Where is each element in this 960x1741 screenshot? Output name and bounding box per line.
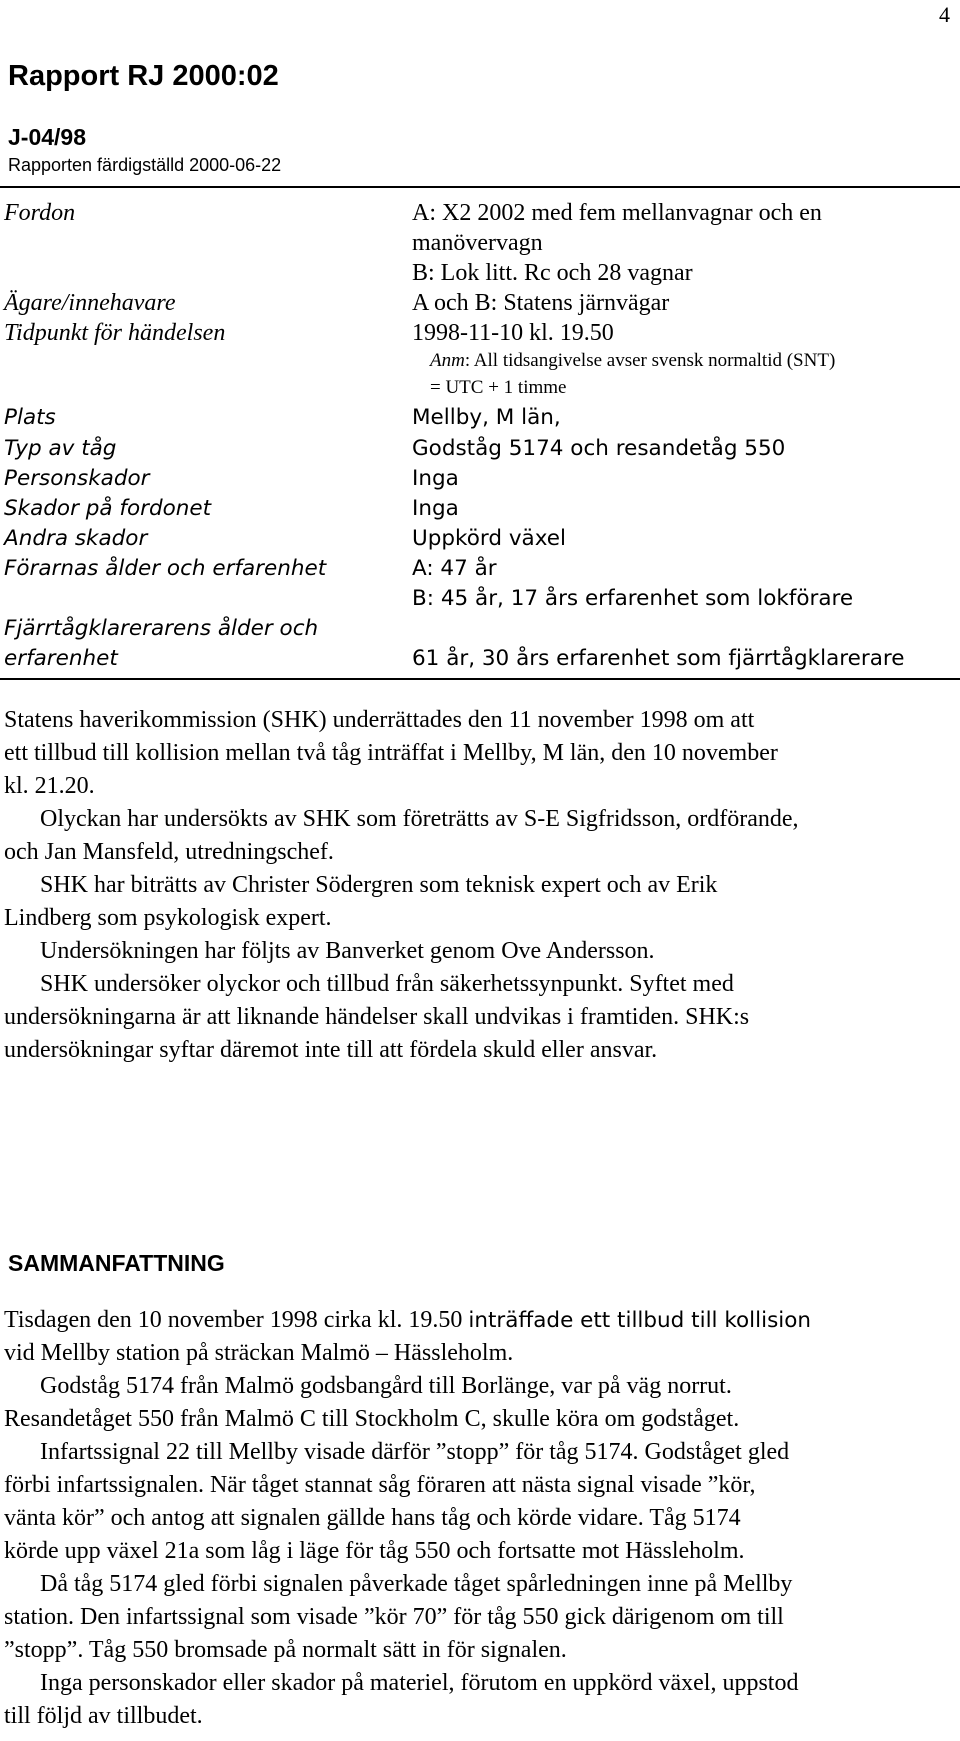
page-number: 4 [939, 2, 950, 27]
summary-paragraph-5 [4, 1667, 956, 1733]
fact-label-personskador: Personskador [4, 466, 150, 491]
fact-value-fordon-2: manövervagn [412, 230, 543, 256]
fact-label-agare: Ägare/innehavare [4, 290, 176, 316]
text-line: vänta kör” och antog att signalen gällde hans tåg och körde vidare. Tåg 5174 [4, 1505, 741, 1531]
text-line: undersökningar syftar däremot inte till att fördela skuld eller ansvar. [4, 1037, 658, 1063]
case-id: J-04/98 [8, 124, 87, 150]
text-line: kl. 21.20. [4, 773, 95, 799]
text-line: undersökningarna är att liknande händelser skall undvikas i framtiden. SHK:s [4, 1004, 750, 1030]
text-line [4, 1304, 956, 1337]
fact-value-forare-2: B: 45 år, 17 års erfarenhet som lokförare [412, 586, 854, 611]
text-line: station. Den infartssignal som visade ”kör 70” för tåg 550 gick därigenom om till [4, 1604, 784, 1630]
text-line: och Jan Mansfeld, utredningschef. [4, 839, 334, 865]
header-divider [0, 186, 960, 188]
fact-label-fjarr-1: Fjärrtågklarerarens ålder och [4, 616, 319, 641]
intro-paragraph-4 [4, 935, 956, 968]
fact-label-tidpunkt: Tidpunkt för händelsen [4, 320, 226, 346]
text-line: förbi infartssignalen. När tåget stannat såg föraren att nästa signal visade ”kör, [4, 1472, 756, 1498]
text-line: SHK undersöker olyckor och tillbud från säkerhetssynpunkt. Syftet med [40, 971, 734, 997]
text-line: ”stopp”. Tåg 550 bromsade på normalt sätt in för signalen. [4, 1637, 567, 1663]
note-prefix: Anm [430, 350, 465, 371]
intro-paragraph-3 [4, 869, 956, 935]
time-note-line-1 [430, 350, 835, 372]
fact-label-fordonskador: Skador på fordonet [4, 496, 212, 521]
text-line: körde upp växel 21a som låg i läge för tåg 550 och fortsatte mot Hässleholm. [4, 1538, 745, 1564]
fact-label-andra: Andra skador [4, 526, 148, 551]
text-line: SHK har biträtts av Christer Södergren som teknisk expert och av Erik [40, 872, 718, 898]
fact-label-typ: Typ av tåg [4, 436, 117, 461]
fact-value-fordon-3: B: Lok litt. Rc och 28 vagnar [412, 260, 693, 286]
summary-heading: SAMMANFATTNING [8, 1250, 225, 1276]
text-line: Godståg 5174 från Malmö godsbangård till Borlänge, var på väg norrut. [40, 1373, 732, 1399]
fact-value-fordonskador: Inga [412, 496, 459, 521]
text-line: ett tillbud till kollision mellan två tåg inträffat i Mellby, M län, den 10 november [4, 740, 778, 766]
report-title: Rapport RJ 2000:02 [8, 60, 279, 92]
note-text-1: : All tidsangivelse avser svensk normaltid (SNT) [464, 350, 836, 371]
intro-paragraph-5 [4, 968, 956, 1067]
text-line: Resandetåget 550 från Malmö C till Stockholm C, skulle köra om godståget. [4, 1406, 740, 1432]
summary-paragraph-1 [4, 1304, 956, 1370]
fact-value-tidpunkt: 1998-11-10 kl. 19.50 [412, 320, 614, 346]
time-note-line-2: = UTC + 1 timme [430, 377, 567, 398]
summary-date-text: Tisdagen den 10 november 1998 cirka kl. 19.50 [4, 1307, 469, 1333]
fact-value-personskador: Inga [412, 466, 459, 491]
fact-value-plats: Mellby, M län, [412, 405, 561, 430]
text-line: Infartssignal 22 till Mellby visade därför ”stopp” för tåg 5174. Godståget gled [40, 1439, 790, 1465]
text-line: vid Mellby station på sträckan Malmö – Hässleholm. [4, 1340, 514, 1366]
intro-paragraph-1 [4, 704, 956, 803]
fact-label-fjarr-2: erfarenhet [4, 646, 118, 671]
summary-paragraph-2 [4, 1370, 956, 1436]
fact-value-andra: Uppkörd växel [412, 526, 566, 551]
text-line: Lindberg som psykologisk expert. [4, 905, 332, 931]
fact-value-typ: Godståg 5174 och resandetåg 550 [412, 436, 786, 461]
text-line: Inga personskador eller skador på materiel, förutom en uppkörd växel, uppstod [40, 1670, 799, 1696]
text-line: Statens haverikommission (SHK) underrättades den 11 november 1998 om att [4, 707, 755, 733]
text-line: Olyckan har undersökts av SHK som företrätts av S-E Sigfridsson, ordförande, [40, 806, 799, 832]
fact-value-agare: A och B: Statens järnvägar [412, 290, 670, 316]
summary-paragraph-3 [4, 1436, 956, 1568]
text-line: Då tåg 5174 gled förbi signalen påverkade tåget spårledningen inne på Mellby [40, 1571, 793, 1597]
text-line: till följd av tillbudet. [4, 1703, 203, 1729]
fact-label-forare: Förarnas ålder och erfarenhet [4, 556, 327, 581]
fact-value-fjarr: 61 år, 30 års erfarenhet som fjärrtågklarerare [412, 646, 905, 671]
fact-value-forare-1: A: 47 år [412, 556, 497, 581]
completion-date: Rapporten färdigställd 2000-06-22 [8, 155, 282, 175]
fact-value-fordon-1: A: X2 2002 med fem mellanvagnar och en [412, 200, 822, 226]
summary-paragraph-4 [4, 1568, 956, 1667]
fact-label-fordon: Fordon [4, 200, 76, 226]
intro-paragraph-2 [4, 803, 956, 869]
facts-divider [0, 678, 960, 680]
summary-event-text: inträffade ett tillbud till kollision [468, 1308, 812, 1333]
text-line: Undersökningen har följts av Banverket genom Ove Andersson. [40, 938, 655, 964]
fact-label-plats: Plats [4, 405, 56, 430]
